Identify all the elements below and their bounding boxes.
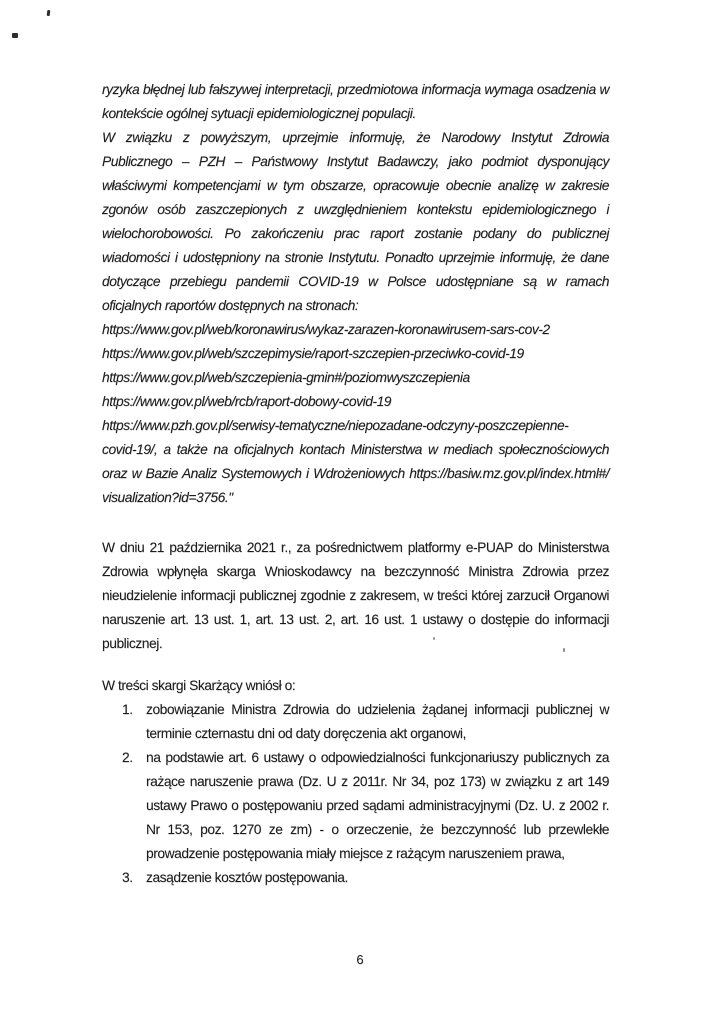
list-item-text-costs: zasądzenie kosztów postępowania. [146, 870, 348, 885]
url-koronawirus-wykaz: https://www.gov.pl/web/koronawirus/wykaz-zarazen-koronawirusem-sars-cov-2 [102, 322, 550, 337]
document-body [102, 78, 609, 890]
paragraph-risk-interpretation: ryzyka błędnej lub fałszywej interpretacji, przedmiotowa informacja wymaga osadzenia w kontekście ogólnej sytuacji epidemiologicznej populacji. [102, 82, 609, 121]
list-item-text-liability: na podstawie art. 6 ustawy o odpowiedzialności funkcjonariuszy publicznych za rażące naruszenie prawa (Dz. U z 2011r. Nr 34, poz 173) w związku z art 149 ustawy Prawo o postępowaniu przed sądami administracyjnymi (Dz. U. z 2002 r. Nr 153, poz. 1270 ze zm) - o orzeczenie, że bezczynność lub przewlekłe prowadzenie postępowania miały miejsce z rażącym naruszeniem prawa, [146, 750, 609, 861]
report-url-list [102, 318, 609, 414]
list-item-number: 3. [122, 870, 133, 885]
url-szczepienia-gmin: https://www.gov.pl/web/szczepienia-gmin#/poziomwyszczepienia [102, 370, 470, 385]
closing-line-basiw: oraz w Bazie Analiz Systemowych i Wdrożeniowych https://basiw.mz.gov.pl/index.html#/ [102, 466, 609, 481]
quoted-response-block [102, 78, 609, 510]
list-item [102, 698, 609, 746]
demands-intro-line: W treści skargi Skarżący wniósł o: [102, 678, 296, 693]
url-pzh-nop-line: https://www.pzh.gov.pl/serwisy-tematyczne/niepozadane-odczyny-poszczepienne- [102, 418, 569, 433]
closing-line-social-media: covid-19/, a także na oficjalnych kontach Ministerstwa w mediach społecznościowych [102, 442, 609, 457]
url-raport-szczepien: https://www.gov.pl/web/szczepimysie/raport-szczepien-przeciwko-covid-19 [102, 346, 524, 361]
list-item-number: 2. [122, 750, 133, 765]
closing-line-visualization-id: visualization?id=3756." [102, 490, 233, 505]
paragraph-complaint-epuap: W dniu 21 października 2021 r., za pośrednictwem platformy e-PUAP do Ministerstwa Zdrowia wpłynęła skarga Wnioskodawcy na bezczynność Ministra Zdrowia przez nieudzielenie informacji publicznej zgodnie z zakresem, w treści której zarzucił Organowi naruszenie art. 13 ust. 1, art. 13 ust. 2, art. 16 ust. 1 ustawy o dostępie do informacji publicznej. [102, 540, 609, 651]
scan-speck [47, 10, 51, 16]
paragraph-pzh-and-basiw [102, 414, 609, 510]
list-item [102, 866, 609, 890]
list-item-text-obligation: zobowiązanie Ministra Zdrowia do udzielenia żądanej informacji publicznej w terminie czternastu dni od daty doręczenia akt organowi, [146, 702, 609, 741]
page-number: 6 [356, 952, 364, 967]
url-raport-dobowy: https://www.gov.pl/web/rcb/raport-dobowy-covid-19 [102, 394, 392, 409]
list-item [102, 746, 609, 866]
list-item-number: 1. [122, 702, 133, 717]
demands-list [102, 698, 609, 890]
scan-speck [12, 33, 18, 38]
paragraph-nizp-pzh-analysis: W związku z powyższym, uprzejmie informuję, że Narodowy Instytut Zdrowia Publicznego – PZH – Państwowy Instytut Badawczy, jako podmiot dysponujący właściwymi kompetencjami w tym obszarze, opracowuje obecnie analizę w zakresie zgonów osób zaszczepionych z uwzględnieniem kontekstu epidemiologicznego i wielochorobowości. Po zakończeniu prac raport zostanie podany do publicznej wiadomości i udostępniony na stronie Instytutu. Ponadto uprzejmie informuję, że dane dotyczące przebiegu pandemii COVID-19 w Polsce udostępniane są w ramach oficjalnych raportów dostępnych na stronach: [102, 130, 609, 313]
